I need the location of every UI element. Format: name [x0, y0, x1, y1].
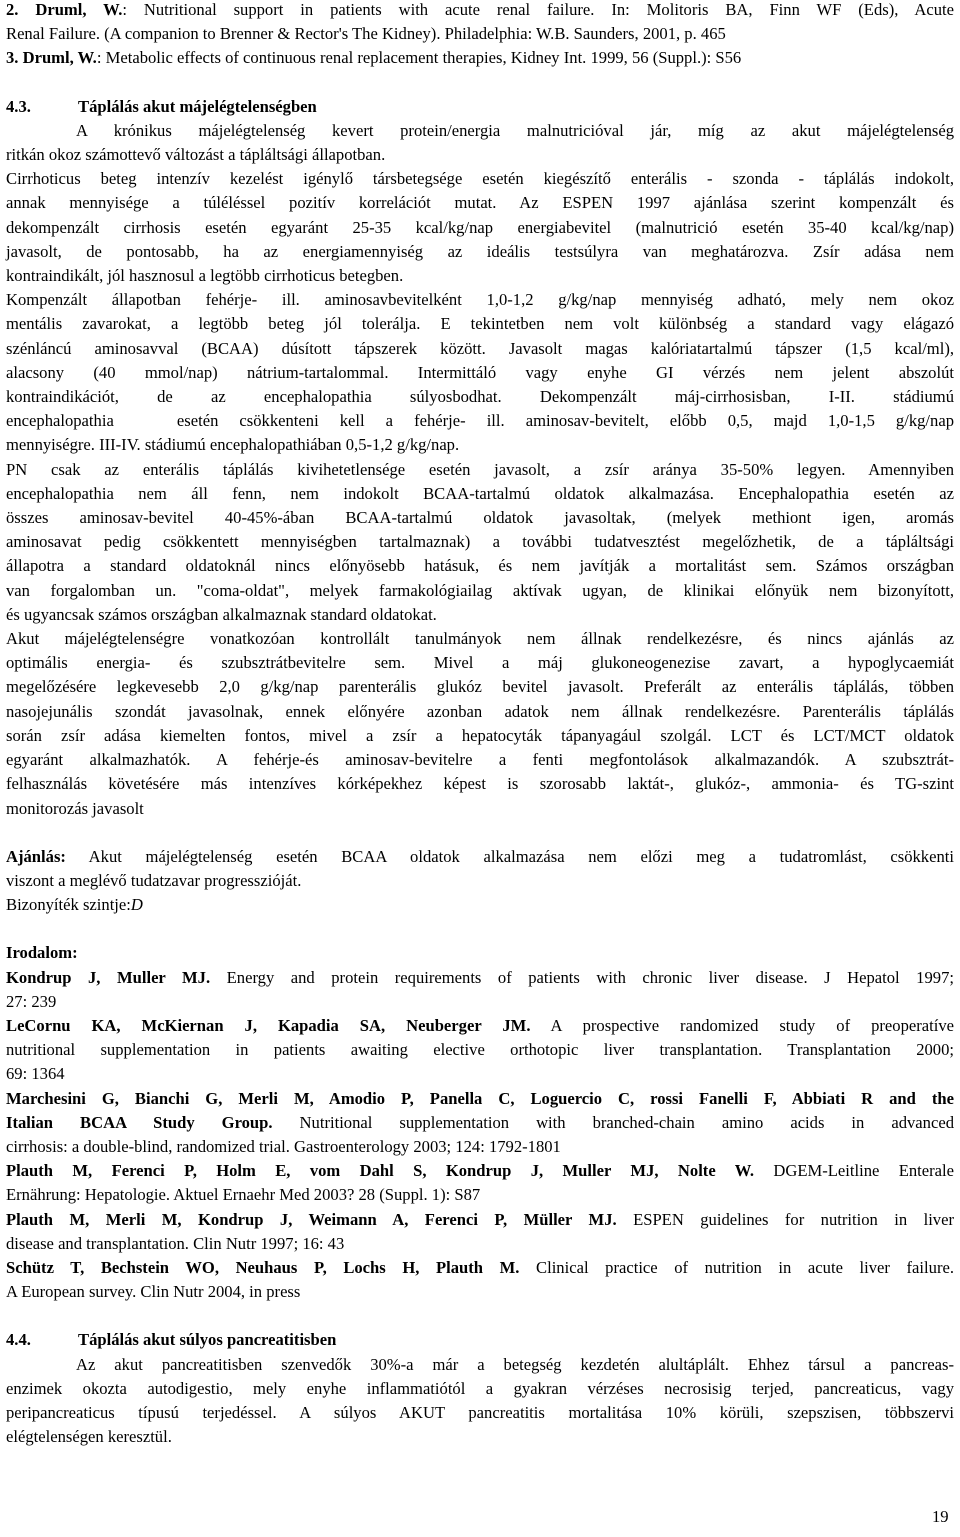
- paragraph-line: optimális energia- és szubsztrátbevitelre sem. Mivel a máj glukoneogenezise zavart, a hypoglycaemiát: [6, 653, 954, 673]
- recommendation-cont: viszont a meglévő tudatzavar progresszióját.: [6, 870, 302, 890]
- literature-ref-cont: Italian BCAA Study Group. Nutritional supplementation with branched-chain amino acids in advanced: [6, 1112, 954, 1132]
- paragraph-line: felhasználás követésére más intenzíves kórképekhez képest is szorosabb laktát-, glukóz-, ammonia- és TG-szint: [6, 774, 954, 794]
- paragraph-line: dekompenzált cirrhosis esetén egyaránt 25-35 kcal/kg/nap energiabevitel (malnutrició esetén 35-40 kcal/kg/nap): [6, 217, 954, 237]
- paragraph-line: Az akut pancreatitisben szenvedők 30%-a már a betegség kezdetén alultáplált. Ehhez társul a pancreas-: [76, 1354, 954, 1374]
- literature-ref-cont: A European survey. Clin Nutr 2004, in press: [6, 1282, 301, 1302]
- paragraph-line: megelőzésére legkevesebb 2,0 g/kg/nap parenterális glukóz bevitel javasolt. Preferált az enterális táplálás, többen: [6, 677, 954, 697]
- literature-ref-cont: 69: 1364: [6, 1064, 65, 1084]
- paragraph-line: alacsony (40 mmol/nap) nátrium-tartalommal. Intermittáló vagy enyhe GI vérzés nem jelent abszolút: [6, 362, 954, 382]
- section-title: Táplálás akut májelégtelenségben: [78, 96, 317, 116]
- paragraph-line: Akut májelégtelenségre vonatkozóan kontrollált tanulmányok nem állnak rendelkezésre, és nincs ajánlás az: [6, 629, 954, 649]
- literature-ref: Kondrup J, Muller MJ. Energy and protein requirements of patients with chronic liver disease. J Hepatol 1997;: [6, 967, 954, 987]
- section-number: 4.4.: [6, 1330, 31, 1350]
- reference-3: 3. Druml, W.: Metabolic effects of continuous renal replacement therapies, Kidney Int. 1999, 56 (Suppl.): S56: [6, 48, 742, 68]
- paragraph-line: Cirrhoticus beteg intenzív kezelést igénylő társbetegsége esetén kiegészítő enterális - szonda - táplálás indokolt,: [6, 169, 954, 189]
- paragraph-line: kontraindikációt, de az encephalopathia súlyosbodhat. Dekompenzált máj-cirrhosisban, I-II. stádiumú: [6, 387, 954, 407]
- paragraph-line: A krónikus májelégtelenség kevert protein/energia malnutricióval jár, míg az akut májelégtelenség: [76, 120, 954, 140]
- paragraph-line: peripancreaticus típusú terjedéssel. A súlyos AKUT pancreatitis mortalitása 10% körüli, szepszisen, többszervi: [6, 1402, 954, 1422]
- literature-ref-cont: disease and transplantation. Clin Nutr 1997; 16: 43: [6, 1233, 345, 1253]
- literature-ref: Schütz T, Bechstein WO, Neuhaus P, Lochs H, Plauth M. Clinical practice of nutrition in acute liver failure.: [6, 1257, 954, 1277]
- paragraph-line: állapotra a standard oldatoknál nincs előnyösebb hatásuk, és nem javítják a mortalitást sem. Számos országban: [6, 556, 954, 576]
- literature-ref: Marchesini G, Bianchi G, Merli M, Amodio P, Panella C, Loguercio C, rossi Fanelli F, Abbiati R and the: [6, 1088, 954, 1108]
- literature-ref: Plauth M, Ferenci P, Holm E, vom Dahl S, Kondrup J, Muller MJ, Nolte W. DGEM-Leitline Enterale: [6, 1161, 955, 1181]
- paragraph-line: egyaránt alkalmazhatók. A fehérje-és aminosav-bevitelre a fenti megfontolások alkalmazandók. A szubsztrát-: [6, 750, 954, 770]
- literature-ref-cont: Ernährung: Hepatologie. Aktuel Ernaehr Med 2003? 28 (Suppl. 1): S87: [6, 1185, 481, 1205]
- paragraph-line: során zsír adása kiemelten fontos, mivel a zsír a hepatocyták tápanyagául szolgál. LCT és LCT/MCT oldatok: [6, 725, 954, 745]
- paragraph-line: aminosavat pedig csökkentett mennyiségben tartalmaznak) a további tudatvesztést megelőzhetik, de a tápláltsági: [6, 532, 954, 552]
- literature-ref-cont: 27: 239: [6, 991, 57, 1011]
- paragraph-line: monitorozás javasolt: [6, 798, 144, 818]
- section-title: Táplálás akut súlyos pancreatitisben: [78, 1330, 337, 1350]
- paragraph-line: összes aminosav-bevitel 40-45%-ában BCAA-tartalmú oldatok javasoltak, (melyek methiont igen, aromás: [6, 508, 954, 528]
- paragraph-line: encephalopathia nem áll fenn, nem indokolt BCAA-tartalmú oldatok alkalmazása. Encephalopathia esetén az: [6, 483, 954, 503]
- paragraph-line: javasolt, de pontosabb, ha az energiamennyiség az ideális testsúlyra van meghatározva. Zsír adása nem: [6, 241, 954, 261]
- paragraph-line: annak mennyisége a túléléssel pozitív korrelációt mutat. Az ESPEN 1997 ajánlása szerint kompenzált és: [6, 193, 954, 213]
- recommendation: Ajánlás: Akut májelégtelenség esetén BCAA oldatok alkalmazása nem előzi meg a tudatromlást, csökkenti: [6, 846, 954, 866]
- paragraph-line: elégtelenségen keresztül.: [6, 1427, 172, 1447]
- literature-ref-cont: nutritional supplementation in patients awaiting elective orthotopic liver transplantation. Transplantation 2000;: [6, 1040, 954, 1060]
- paragraph-line: mennyiségre. III-IV. stádiumú encephalopathiában 0,5-1,2 g/kg/nap.: [6, 435, 460, 455]
- literature-ref-cont: cirrhosis: a double-blind, randomized trial. Gastroenterology 2003; 124: 1792-1801: [6, 1136, 561, 1156]
- paragraph-line: és ugyancsak számos országban alkalmaznak standard oldatokat.: [6, 604, 437, 624]
- paragraph-line: PN csak az enterális táplálás kivihetetlensége esetén javasolt, a zsír aránya 35-50% legyen. Amennyiben: [6, 459, 954, 479]
- recommendation-label: Ajánlás:: [6, 846, 66, 866]
- paragraph-line: encephalopathia esetén csökkenteni kell a fehérje- ill. aminosav-bevitelt, előbb 0,5, majd 1,0-1,5 g/kg/nap: [6, 411, 954, 431]
- literature-ref: Plauth M, Merli M, Kondrup J, Weimann A, Ferenci P, Müller MJ. ESPEN guidelines for nutrition in liver: [6, 1209, 954, 1229]
- reference-2: 2. Druml, W.: Nutritional support in patients with acute renal failure. In: Molitoris BA, Finn WF (Eds), Acute: [6, 0, 954, 19]
- page-number: 19: [932, 1507, 949, 1526]
- paragraph-line: enzimek okozta autodigestio, mely enyhe inflammatiótól a gyakran vérzéses necrosisig terjed, pancreaticus, vagy: [6, 1378, 954, 1398]
- paragraph-line: szénláncú aminosavval (BCAA) dúsított tápszerek között. Javasolt magas kalóriatartalmú tápszer (1,5 kcal/ml),: [6, 338, 954, 358]
- paragraph-line: mentális zavarokat, a legtöbb beteg jól tolerálja. E tekintetben nem volt különbség a standard vagy elágazó: [6, 314, 954, 334]
- paragraph-line: ritkán okoz számottevő változást a tápláltsági állapotban.: [6, 145, 386, 165]
- section-4-3-heading: [6, 95, 954, 119]
- reference-2-cont: Renal Failure. (A companion to Brenner & Rector's The Kidney). Philadelphia: W.B. Saunders, 2001, p. 465: [6, 24, 726, 44]
- paragraph-line: van forgalomban un. "coma-oldat", melyek farmakológiailag aktívak ugyan, de klinikai előnyük nem bizonyított,: [6, 580, 954, 600]
- section-4-4-heading: [6, 1328, 954, 1352]
- document-page: [6, 0, 954, 1449]
- literature-heading: Irodalom:: [6, 943, 78, 963]
- paragraph-line: kontraindikált, jól hasznosul a legtöbb cirrhoticus betegben.: [6, 266, 404, 286]
- paragraph-line: nasojejunális szondát javasolnak, ennek előnyére azonban adatok nem állnak rendelkezésre. Parenterális táplálás: [6, 701, 954, 721]
- section-number: 4.3.: [6, 96, 31, 116]
- literature-ref: LeCornu KA, McKiernan J, Kapadia SA, Neuberger JM. A prospective randomized study of preoperatíve: [6, 1015, 955, 1035]
- evidence-level: Bizonyíték szintje:D: [6, 895, 143, 915]
- paragraph-line: Kompenzált állapotban fehérje- ill. aminosavbevitelként 1,0-1,2 g/kg/nap mennyiség adható, mely nem okoz: [6, 290, 954, 310]
